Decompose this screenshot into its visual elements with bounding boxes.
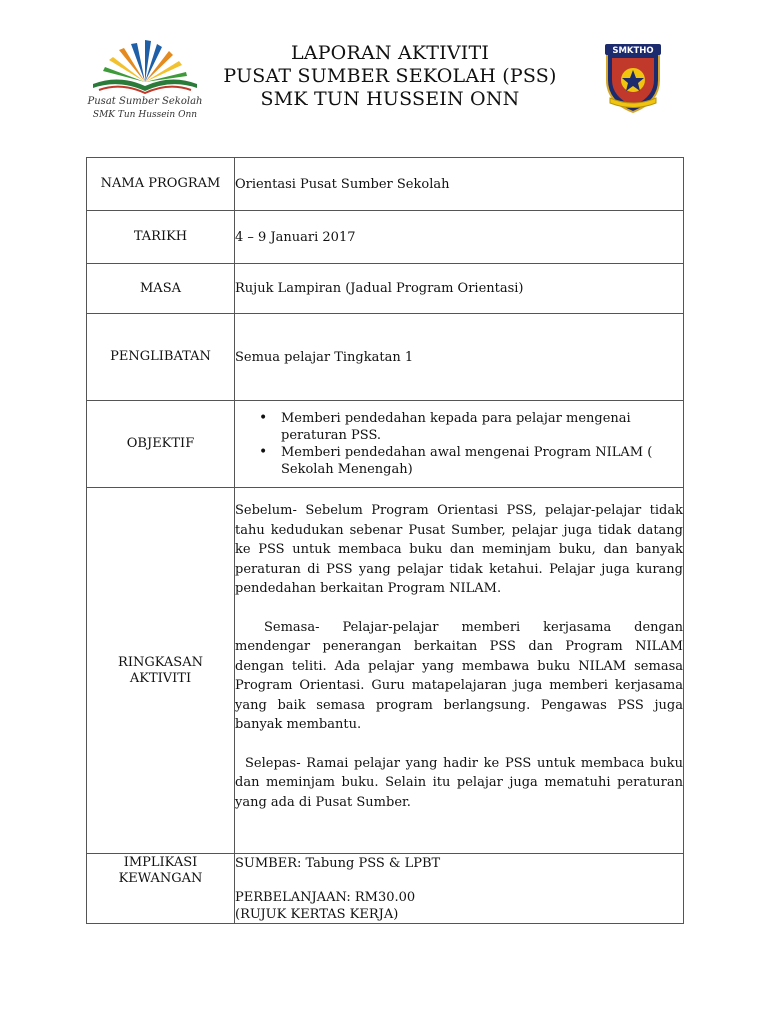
list-item: • Memberi pendedahan awal mengenai Program NILAM ( Sekolah Menengah): [235, 444, 683, 478]
report-table: [86, 157, 684, 924]
date-label: TARIKH: [87, 211, 235, 264]
summary-value: [235, 488, 684, 854]
table-row: [87, 488, 684, 854]
title-line-3: SMK TUN HUSSEIN ONN: [260, 88, 520, 110]
finance-note: (RUJUK KERTAS KERJA): [235, 906, 399, 922]
crest-icon: [598, 42, 668, 114]
finance-source: SUMBER: Tabung PSS & LPBT: [235, 855, 441, 871]
logo-caption-1: Pusat Sumber Sekolah: [87, 96, 203, 107]
page-title: [180, 42, 600, 111]
summary-during: Semasa- Pelajar-pelajar memberi kerjasama dengan mendengar penerangan berkaitan PSS dan Program NILAM dengan teliti. Ada pelajar yang membawa buku NILAM semasa Program Orientasi. Guru matapelajaran juga memberi kerjasama yang baik semasa program berlangsung. Pengawas PSS juga banyak membantu.: [235, 619, 683, 732]
participants-label: PENGLIBATAN: [87, 314, 235, 401]
title-line-2: PUSAT SUMBER SEKOLAH (PSS): [223, 65, 557, 87]
summary-label: RINGKASAN AKTIVITI: [87, 488, 235, 854]
date-value: 4 – 9 Januari 2017: [235, 211, 684, 264]
objective-label: OBJEKTIF: [87, 401, 235, 488]
time-value: Rujuk Lampiran (Jadual Program Orientasi): [235, 264, 684, 314]
program-value: Orientasi Pusat Sumber Sekolah: [235, 158, 684, 211]
table-row: [87, 401, 684, 488]
title-line-1: LAPORAN AKTIVITI: [290, 42, 490, 64]
finance-value: [235, 854, 684, 924]
logo-caption-2: SMK Tun Hussein Onn: [92, 110, 198, 120]
book-sun-icon: [85, 38, 205, 96]
table-row: [87, 158, 684, 211]
finance-expense: PERBELANJAAN: RM30.00: [235, 889, 416, 905]
participants-value: Semua pelajar Tingkatan 1: [235, 314, 684, 401]
school-crest: [598, 42, 668, 114]
crest-banner: SMKTHO: [612, 46, 654, 56]
summary-before: Sebelum- Sebelum Program Orientasi PSS, pelajar-pelajar tidak tahu kedudukan sebenar Pusat Sumber, pelajar juga tidak datang ke PSS untuk membaca buku dan meminjam buku, dan banyak peraturan di PSS yang pelajar tidak ketahui. Pelajar juga kurang pendedahan berkaitan Program NILAM.: [235, 503, 683, 596]
finance-label: IMPLIKASI KEWANGAN: [87, 854, 235, 924]
pss-logo: [85, 38, 205, 130]
list-item: • Memberi pendedahan kepada para pelajar mengenai peraturan PSS.: [235, 410, 683, 444]
table-row: [87, 211, 684, 264]
time-label: MASA: [87, 264, 235, 314]
summary-after: Selepas- Ramai pelajar yang hadir ke PSS untuk membaca buku dan meminjam buku. Selain itu pelajar juga mematuhi peraturan yang ada di Pusat Sumber.: [235, 755, 683, 810]
table-row: [87, 314, 684, 401]
table-row: [87, 854, 684, 924]
objective-value: [235, 401, 684, 488]
program-label: NAMA PROGRAM: [87, 158, 235, 211]
table-row: [87, 264, 684, 314]
objective-list: [235, 410, 683, 478]
